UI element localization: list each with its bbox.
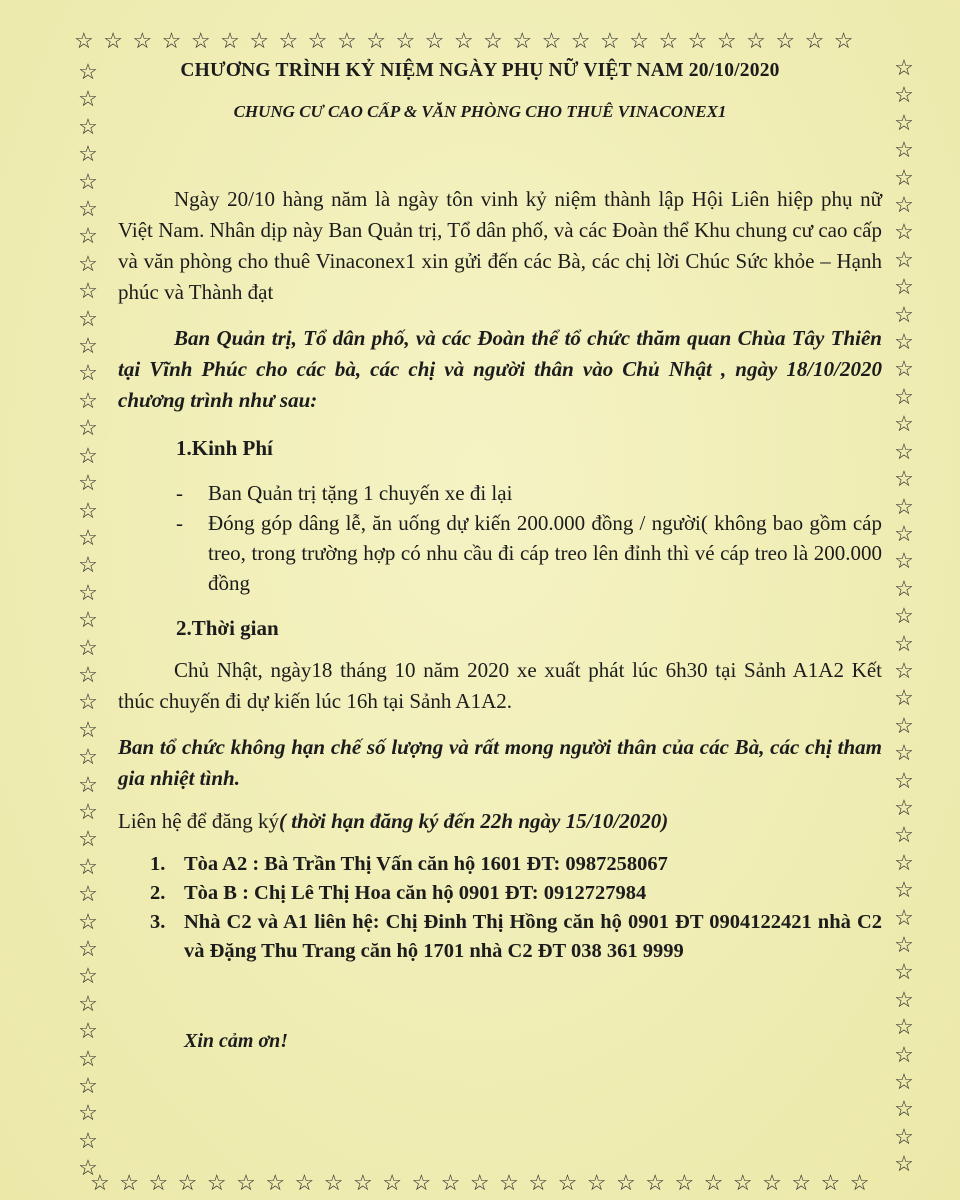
star-icon: ☆ <box>78 798 98 824</box>
star-icon: ☆ <box>78 1155 98 1181</box>
star-icon: ☆ <box>78 470 98 496</box>
star-icon: ☆ <box>78 1018 98 1044</box>
star-icon: ☆ <box>894 548 914 574</box>
star-icon: ☆ <box>894 329 914 355</box>
star-icon: ☆ <box>894 164 914 190</box>
star-icon: ☆ <box>78 86 98 112</box>
star-icon: ☆ <box>894 849 914 875</box>
star-icon: ☆ <box>894 137 914 163</box>
registration-deadline: ( thời hạn đăng ký đến 22h ngày 15/10/2020) <box>278 809 669 833</box>
star-icon: ☆ <box>894 1014 914 1040</box>
star-icon: ☆ <box>78 744 98 770</box>
invitation-paragraph: Ban tổ chức không hạn chế số lượng và rất mong người thân của các Bà, các chị tham gia nhiệt tình. <box>118 735 882 790</box>
star-border-right <box>892 54 916 1178</box>
star-icon: ☆ <box>894 82 914 108</box>
star-icon: ☆ <box>894 356 914 382</box>
page-subtitle: CHUNG CƯ CAO CẤP & VĂN PHÒNG CHO THUÊ VINACONEX1 <box>233 102 727 121</box>
star-icon: ☆ <box>78 524 98 550</box>
star-icon: ☆ <box>78 716 98 742</box>
star-icon: ☆ <box>894 274 914 300</box>
star-icon: ☆ <box>78 990 98 1016</box>
star-icon: ☆ <box>78 936 98 961</box>
star-icon: ☆ <box>78 853 98 879</box>
star-icon: ☆ <box>78 552 98 578</box>
bullet-mark: - <box>176 481 183 505</box>
star-icon: ☆ <box>894 904 914 930</box>
star-icon: ☆ <box>894 877 914 903</box>
star-icon: ☆ <box>78 141 98 167</box>
star-icon: ☆ <box>78 250 98 276</box>
star-icon: ☆ <box>78 497 98 523</box>
star-icon: ☆ <box>894 1123 914 1149</box>
star-icon: ☆ <box>894 712 914 738</box>
star-icon: ☆ <box>894 657 914 683</box>
contact-list <box>150 850 882 966</box>
star-icon: ☆ <box>78 168 98 194</box>
star-icon: ☆ <box>78 689 98 715</box>
list-item: - Đóng góp dâng lễ, ăn uống dự kiến 200.000 đồng / người( không bao gồm cáp treo, trong trường hợp có nhu cầu đi cáp treo lên đỉnh thì vé cáp treo là 200.000 đồng <box>176 508 882 598</box>
star-icon: ☆ <box>894 466 914 492</box>
page-title: CHƯƠNG TRÌNH KỶ NIỆM NGÀY PHỤ NỮ VIỆT NAM 20/10/2020 <box>180 60 780 81</box>
star-icon: ☆ <box>78 278 98 304</box>
star-icon: ☆ <box>894 767 914 793</box>
star-icon: ☆ <box>78 881 98 907</box>
section2-text: Chủ Nhật, ngày18 tháng 10 năm 2020 xe xuất phát lúc 6h30 tại Sảnh A1A2 Kết thúc chuyến đi dự kiến lúc 16h tại Sảnh A1A2. <box>118 658 882 713</box>
bullet-mark: - <box>176 511 183 535</box>
star-icon: ☆ <box>894 794 914 820</box>
star-icon: ☆ <box>894 575 914 601</box>
intro-paragraph: Ngày 20/10 hàng năm là ngày tôn vinh kỷ niệm thành lập Hội Liên hiệp phụ nữ Việt Nam. Nhân dịp này Ban Quản trị, Tổ dân phố, và các Đoàn thể Khu chung cư cao cấp và văn phòng cho thuê Vinaconex1 xin gửi đến các Bà, các chị lời Chúc Sức khỏe – Hạnh phúc và Thành đạt <box>118 187 882 304</box>
star-icon: ☆ <box>78 661 98 687</box>
star-icon: ☆ <box>894 219 914 245</box>
star-icon: ☆ <box>894 411 914 437</box>
star-border-top: ☆☆☆☆☆☆☆☆☆☆☆☆☆☆☆☆☆☆☆☆☆☆☆☆☆☆☆ <box>74 28 864 53</box>
star-icon: ☆ <box>78 415 98 441</box>
star-icon: ☆ <box>78 113 98 139</box>
registration-line <box>118 806 882 837</box>
star-icon: ☆ <box>78 1127 98 1153</box>
star-icon: ☆ <box>78 360 98 386</box>
star-icon: ☆ <box>894 438 914 464</box>
registration-prefix: Liên hệ để đăng ký <box>118 809 279 833</box>
contact-item: 2. Tòa B : Chị Lê Thị Hoa căn hộ 0901 ĐT: 0912727984 <box>150 882 647 904</box>
star-icon: ☆ <box>894 959 914 985</box>
star-icon: ☆ <box>78 387 98 413</box>
star-icon: ☆ <box>894 630 914 656</box>
section1-list <box>176 478 882 598</box>
star-icon: ☆ <box>894 383 914 409</box>
star-icon: ☆ <box>894 986 914 1012</box>
star-icon: ☆ <box>78 1045 98 1071</box>
star-icon: ☆ <box>894 493 914 519</box>
star-icon: ☆ <box>78 771 98 797</box>
star-icon: ☆ <box>894 1096 914 1122</box>
star-icon: ☆ <box>894 822 914 848</box>
section2-heading: 2.Thời gian <box>176 616 279 640</box>
announcement-paragraph: Ban Quản trị, Tổ dân phố, và các Đoàn thể tổ chức thăm quan Chùa Tây Thiên tại Vĩnh Phúc cho các bà, các chị và người thân vào Chủ Nhật , ngày 18/10/2020 chương trình như sau: <box>118 326 882 412</box>
star-icon: ☆ <box>78 1100 98 1126</box>
star-icon: ☆ <box>894 301 914 327</box>
star-icon: ☆ <box>894 603 914 629</box>
contact-item: 1. Tòa A2 : Bà Trần Thị Vấn căn hộ 1601 ĐT: 0987258067 <box>150 853 668 875</box>
star-border-bottom: ☆☆☆☆☆☆☆☆☆☆☆☆☆☆☆☆☆☆☆☆☆☆☆☆☆☆☆ <box>90 1170 880 1195</box>
star-icon: ☆ <box>894 1151 914 1177</box>
star-border-left <box>76 58 100 1182</box>
contact-item: 3. Nhà C2 và A1 liên hệ: Chị Đinh Thị Hồng căn hộ 0901 ĐT 0904122421 nhà C2 và Đặng Thu Trang căn hộ 1701 nhà C2 ĐT 038 361 9999 <box>150 911 882 962</box>
star-icon: ☆ <box>78 579 98 605</box>
star-icon: ☆ <box>78 963 98 989</box>
closing-text: Xin cảm ơn! <box>184 1030 289 1052</box>
star-icon: ☆ <box>78 908 98 934</box>
star-icon: ☆ <box>894 1041 914 1067</box>
star-icon: ☆ <box>78 634 98 660</box>
star-icon: ☆ <box>78 607 98 633</box>
star-icon: ☆ <box>894 740 914 766</box>
star-icon: ☆ <box>78 333 98 359</box>
star-icon: ☆ <box>78 442 98 468</box>
section1-heading: 1.Kinh Phí <box>176 436 273 460</box>
star-icon: ☆ <box>894 55 914 80</box>
list-item: - Ban Quản trị tặng 1 chuyến xe đi lại <box>176 478 882 508</box>
star-icon: ☆ <box>78 305 98 331</box>
star-icon: ☆ <box>894 932 914 957</box>
star-icon: ☆ <box>894 109 914 135</box>
star-icon: ☆ <box>78 1073 98 1099</box>
star-icon: ☆ <box>78 826 98 852</box>
star-icon: ☆ <box>894 520 914 546</box>
star-icon: ☆ <box>894 192 914 218</box>
star-icon: ☆ <box>78 196 98 222</box>
star-icon: ☆ <box>894 1069 914 1095</box>
star-icon: ☆ <box>894 246 914 272</box>
star-icon: ☆ <box>78 59 98 84</box>
star-icon: ☆ <box>894 685 914 711</box>
star-icon: ☆ <box>78 223 98 249</box>
